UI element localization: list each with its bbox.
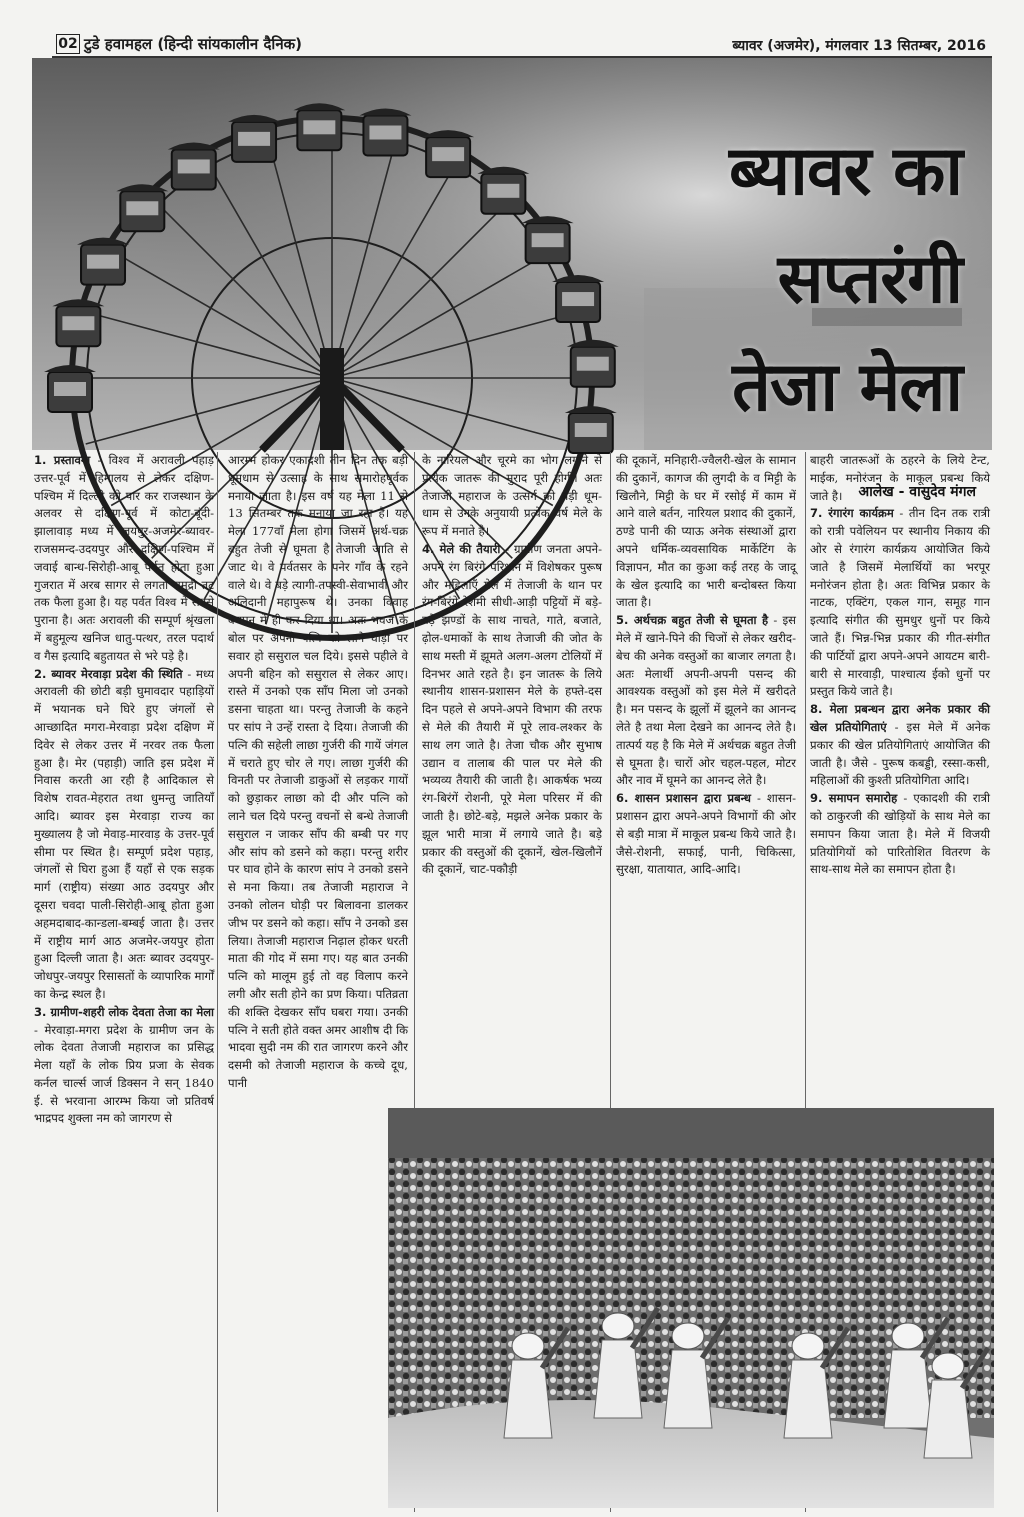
crowd-photo: [388, 1108, 994, 1508]
headline-line-1: ब्यावर का: [729, 132, 962, 211]
gondola: [44, 365, 96, 412]
gondola: [293, 103, 345, 150]
page-header: [0, 0, 1024, 56]
gondola: [168, 142, 220, 189]
gondola: [77, 238, 129, 285]
publication-name: टुडे हवामहल (हिन्दी सांयकालीन दैनिक): [84, 35, 303, 53]
gondola: [116, 184, 168, 231]
crowd-dancers-illustration: [388, 1108, 994, 1508]
article-column-3: [422, 452, 602, 1102]
column-4-text: की दूकानें, मनिहारी-ज्वैलरी-खेल के सामान की दुकानें, कागज की लुगदी के व मिट्टी के खिलौने, मिट्टी के घर में रसोई में काम में आने वाले बर्तन, नारियल प्रशाद की दुकानें, ठण्डे पानी की प्याऊ अनेक संस्थाओं द्वारा अपने धर्मिक-व्यवसायिक मार्केटिंग के विज्ञापन, मौत का कुआ कई तरह के जादू के खेल इत्यादि का भारी बन्दोबस्त किया जाता है। 5. अर्थचक्र बहुत तेजी से घूमता है - इस मेले में खाने-पिने की चिजों से लेकर खरीद-बेच की अनेक वस्तुओं का बाजार लगता है। अतः मेलार्थी अपनी-अपनी पसन्द की आवश्यक वस्तुओं को इस मेले में खरीदते है। मन पसन्द के झूलों में झूलने का आनन्द लेते है तथा मेला देखने का आनन्द लेते है। तात्पर्य यह है कि मेले में अर्थचक्र बहुत तेजी से घूमता है। चारों ओर चहल-पहल, मोटर और नाव में घूमने का आनन्द लेते है। 6. शासन प्रशासन द्वारा प्रबन्ध - शासन-प्रशासन द्वारा अपने-अपने विभागों की ओर से बड़ी मात्रा में माकूल प्रबन्ध किये जाते है। जैसे-रोशनी, सफाई, पानी, चिकित्सा, सुरक्षा, यातायात, आदि-आदि।: [616, 453, 796, 877]
gondola: [228, 115, 280, 162]
headline: [602, 118, 962, 442]
byline: आलेख - वासुदेव मंगल: [858, 484, 976, 500]
gondola: [359, 109, 411, 156]
article-column-5: [810, 452, 990, 1102]
headline-line-2: सप्तरंगी: [777, 240, 962, 319]
page-number: 02: [56, 34, 80, 54]
column-3-text: के नारियल और चूरमे का भोग लगाने से प्रत्येक जातरू की मुराद पूरी होगी। अतः तेजाजी महाराज के उत्सर्ग को बड़ी धूम-धाम से उनके अनुयायी प्रत्येक वर्ष मेले के रूप में मनाते है। 4. मेले की तैयारी - ग्रामीण जनता अपने-अपने रंग बिरंगे परिधान में विशेषकर पुरूष और महिलाएँ मेले में तेजाजी के थान पर रंग-बिरंगे रेशमी सीधी-आड़ी पट्टियों में बड़े-बड़े झण्डों के साथ नाचते, गाते, बजाते, ढ़ोल-धमाकों के साथ तेजाजी की जोत के साथ मस्ती में झूमते अलग-अलग टोलियों में दिनभर आते रहते है। इन जातरू के लिये स्थानीय शासन-प्रशासन मेले के हफ्ते-दस दिन पहले से अपने-अपने विभाग की तरफ से मेले की तैयारी में पूरे लाव-लश्कर के साथ लग जाते है। तेजा चौक और सुभाष उद्यान व तालाब की पाल पर मेले की भव्यव्य तैयारी की जाती है। आकर्षक भव्य रंग-बिरंगें रोशनी, पूरे मेला परिसर में की जाती है। छोटे-बड़े, मझले अनेक प्रकार के झूल भारी मात्रा में लगाये जाते है। बड़े प्रकार की वस्तुओं की दूकानें, खेल-खिलौनें की दूकानें, चाट-पकौड़ी: [422, 453, 602, 877]
gondola: [477, 167, 529, 214]
gondola: [52, 299, 104, 346]
hero-photo: [32, 58, 992, 500]
article-column-1: [34, 452, 214, 1492]
column-1-text: 1. प्रस्तावना - विश्व में अरावली पहाड़ उत्तर-पूर्व में हिमालय से लेकर दक्षिण-पश्चिम में दिल्ली को पार कर राजस्थान के अलवर से दक्षिण-पूर्व में कोटा-बूंदी-झालावाड़ मध्य में जयपुर-अजमेर-ब्यावर-राजसमन्द-उदयपुर और दक्षिण-पश्चिम में जवाई बान्ध-सिरोही-आबू पर्वत होता हुआ गुजरात में अरब सागर से लगता समुद्री तट तक फैला हुआ है। यह पर्वत विश्व में सबसे पुराना है। अतः अरावली की सम्पूर्ण श्रृंखला में बहुमूल्य खनिज धातु-पत्थर, तरल पदार्थ व गैस इत्यादि बहुतायत से भरे पड़े है। 2. ब्यावर मेरवाड़ा प्रदेश की स्थिति - मध्य अरावली की छोटी बड़ी घुमावदार पहाड़ियों में भयानक घने घिरे हुए जंगलों से आच्छादित मगरा-मेरवाड़ा प्रदेश दक्षिण में दिवेर से लेकर उत्तर में नरवर तक फैला हुआ है। मेर (पहाड़ी) जाति इस प्रदेश में निवास करती आ रही है आदिकाल से विशेष रावत-मेहरात तथा धुमन्तु जातियाँ आदि। ब्यावर इस मेरवाड़ा राज्य का मुख्यालय है जो मेवाड़-मारवाड़ के उत्तर-पूर्व सीमा पर स्थित है। सम्पूर्ण प्रदेश पहाड़, जंगलों से घिरा हुआ हैं यहाँ से एक सड़क मार्ग (राष्ट्रीय) संख्या आठ उदयपुर और दूसरा चवदा पाली-सिरोही-आबू होता हुआ अहमदाबाद-कान्डला-बम्बई जाता है। उत्तर में राष्ट्रीय मार्ग आठ अजमेर-जयपुर होता हुआ दिल्ली जाता है। अतः ब्यावर उदयपुर-जोधपुर-जयपुर रिसासतों के व्यापारिक मार्गों का केन्द्र स्थल है। 3. ग्रामीण-शहरी लोक देवता तेजा का मेला - मेरवाड़ा-मगरा प्रदेश के ग्रामीण जन के लोक देवता तेजाजी महाराज का प्रसिद्ध मेला यहाँ के लोक प्रिय प्रजा के सेवक कर्नल चार्ल्स जार्ज डिक्सन ने सन् 1840 ई. से भरवाना आरम्भ किया जो प्रतिवर्ष भाद्रपद शुक्ला नम को जागरण से: [34, 453, 214, 1126]
dateline: ब्यावर (अजमेर), मंगलवार 13 सितम्बर, 2016: [732, 38, 986, 54]
article-column-2: [228, 452, 408, 1492]
headline-line-3: तेजा मेला: [732, 348, 962, 427]
gondola: [422, 130, 474, 177]
gondola: [552, 275, 604, 322]
column-5-text: बाहरी जातरूओं के ठहरने के लिये टेन्ट, माईक, मनोरंजन के माकूल प्रबन्ध किये जाते है। 7. रंगारंग कार्यक्रम - तीन दिन तक रात्री को रात्री पवेलियन पर स्थानीय निकाय की ओर से रंगारंग कार्यक्रय आयोजित किये जाते है जिसमें मेलार्थियों का भरपूर मनोरंजन होता है। अतः विभिन्न प्रकार के नाटक, एक्टिंग, एकल गान, समूह गान इत्यादि संगीत की सुमधुर धुनों पर किये जाते हैं। भिन्न-भिन्न प्रकार की गीत-संगीत की पार्टियों द्वारा अपने-अपने आयटम बारी-बारी से मारवाड़ी, पाश्चात्य ईको धुनों पर प्रस्तुत किये जाते है। 8. मेला प्रबन्धन द्वारा अनेक प्रकार की खेल प्रतियोगिताएं - इस मेले में अनेक प्रकार की खेल प्रतियोगिताएं आयोजित की जाती है। जैसे - पुरूष कबड्डी, रस्सा-कसी, महिलाओं की कुश्ती प्रतियोगिता आदि। 9. समापन समारोह - एकादशी की रात्री को ठाकुरजी की खोड़ियों के साथ मेले का समापन किया जाता है। मेले में विजयी प्रतियोगियों को पारितोशित वितरण के साथ-साथ मेले का समापन होता है।: [810, 453, 990, 877]
article-column-4: [616, 452, 796, 1102]
column-2-text: आरम्भ होकर एकादशी तीन दिन तक बड़ी धूमधाम से उत्साह के साथ समारोहपूर्वक मनाया जाता है। इस वर्ष यह मेला 11 से 13 सितम्बर तक मनाया जा रहा है। यह मेला 177वाँ मेला होगा जिसमें अर्थ-चक्र बहुत तेजी से घूमता है तेजाजी जाति से जाट थे। वे पर्वतसर के पनेर गाँव के रहने वाले थे। वे बड़े त्यागी-तपस्वी-सेवाभावी और अलिदानी महापुरूष थे। उनका विवाह बचपन में ही कर दिया था। अतः भवज के बोल पर अपनी पत्नि को लाने घोड़ी पर सवार हो ससुराल चल दिये। इससे पहीले वे अपनी बहिन को ससुराल से लेकर आए। रास्ते में उनको एक सॉंप मिला जो उनको डसना चाहता था। परन्तु तेजाजी के कहने पर सांप ने उन्हें रास्ता दे दिया। तेजाजी की पत्नि की सहेली लाछा गुर्जरी की गायें जंगल में चराते हुए चोर ले गए। लाछा गुर्जरी की विनती पर तेजाजी डाकुओं से लड़कर गायों को छुड़ाकर लाछा को दी और पत्नि को लाने चल दिये परन्तु वचनों से बन्धे तेजाजी ससुराल न जाकर सॉंप की बम्बी पर गए और सांप को डसने को कहा। परन्तु शरीर पर घाव होने के कारण सांप ने उनको डसने से मना किया। तब तेजाजी महाराज ने उनको लोलन घोड़ी पर बिलावना डालकर जीभ पर डसने को कहा। सॉंप ने उनको डस लिया। तेजाजी महाराज निढ़ाल होकर धरती माता की गोद में समा गए। यह बात उनकी पत्नि को मालूम हुई तो वह विलाप करने लगी और सती होने का प्रण किया। पतिव्रता की शक्ति देखकर सॉंप घबरा गया। उनकी पत्नि ने सती होते वक्त अमर आशीष दी कि भादवा सुदी नम की रात जागरण करने और दसमी को तेजाजी महाराज के कच्चे दूध, पानी: [228, 453, 408, 1090]
gondola: [522, 216, 574, 263]
